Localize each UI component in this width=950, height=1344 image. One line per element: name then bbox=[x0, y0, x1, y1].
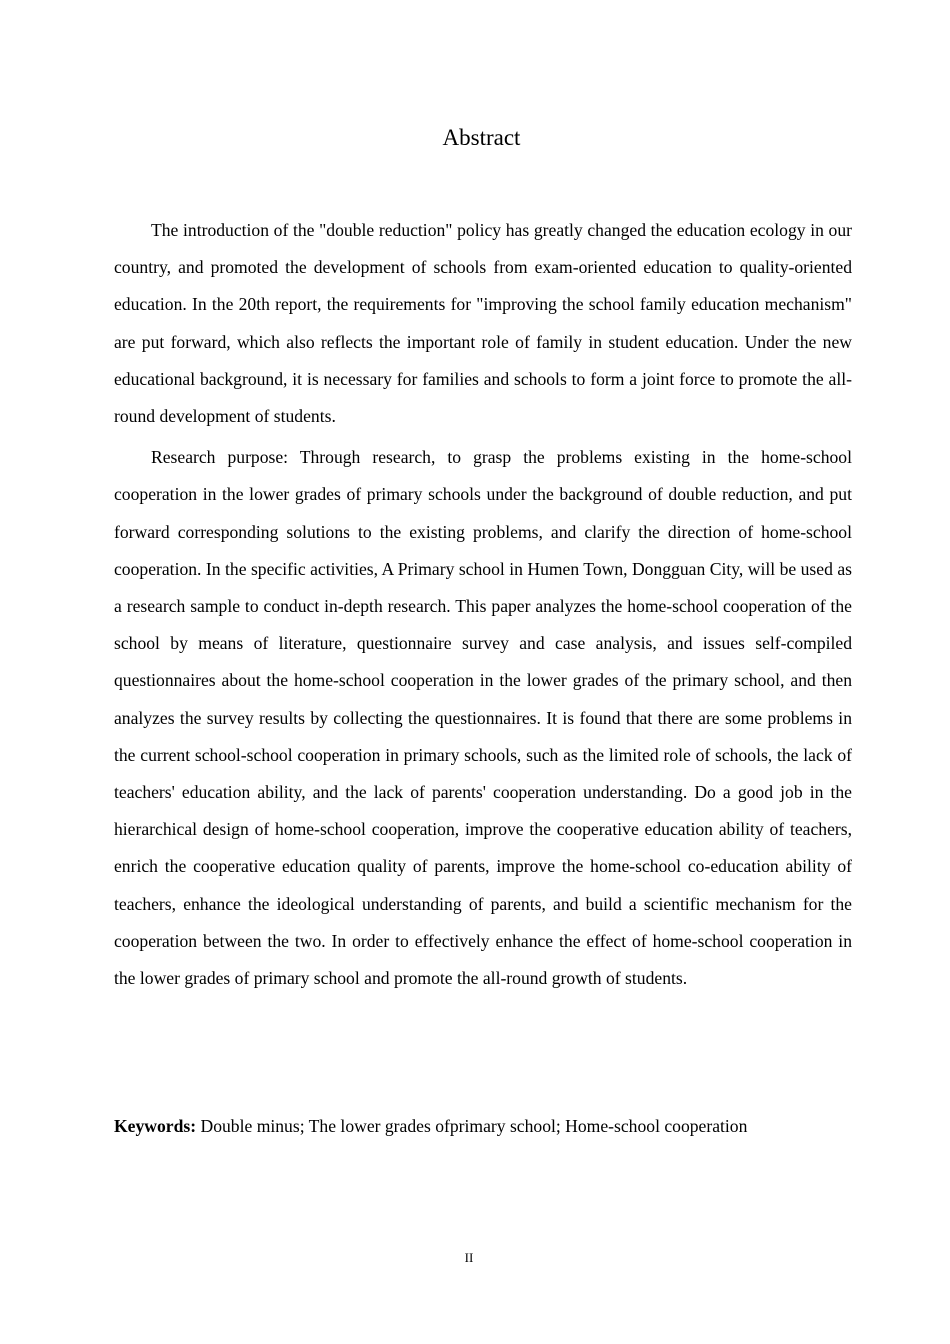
keywords-line bbox=[114, 1110, 852, 1142]
abstract-body bbox=[114, 212, 852, 997]
abstract-paragraph-background: The introduction of the "double reduction" policy has greatly changed the education ecology in our country, and promoted the development of schools from exam-oriented education to quality-oriented education. In the 20th report, the requirements for "improving the school family education mechanism" are put forward, which also reflects the important role of family in student education. Under the new educational background, it is necessary for families and schools to form a joint force to promote the all-round development of students. bbox=[114, 220, 852, 427]
abstract-title: Abstract bbox=[442, 125, 521, 150]
abstract-paragraph-research-purpose: Research purpose: Through research, to grasp the problems existing in the home-school cooperation in the lower grades of primary schools under the background of double reduction, and put forward corresponding solutions to the existing problems, and clarify the direction of home-school cooperation. In the specific activities, A Primary school in Humen Town, Dongguan City, will be used as a research sample to conduct in-depth research. This paper analyzes the home-school cooperation of the school by means of literature, questionnaire survey and case analysis, and issues self-compiled questionnaires about the home-school cooperation in the lower grades of the primary school, and then analyzes the survey results by collecting the questionnaires. It is found that there are some problems in the current school-school cooperation in primary schools, such as the limited role of schools, the lack of teachers' education ability, and the lack of parents' cooperation understanding. Do a good job in the hierarchical design of home-school cooperation, improve the cooperative education ability of teachers, enrich the cooperative education quality of parents, improve the home-school co-education ability of teachers, enhance the ideological understanding of parents, and build a scientific mechanism for the cooperation between the two. In order to effectively enhance the effect of home-school cooperation in the lower grades of primary school and promote the all-round growth of students. bbox=[114, 447, 852, 989]
keywords-text: Double minus; The lower grades ofprimary school; Home-school cooperation bbox=[200, 1116, 748, 1136]
page-number: II bbox=[464, 1250, 474, 1265]
keywords-label: Keywords: bbox=[114, 1116, 197, 1136]
